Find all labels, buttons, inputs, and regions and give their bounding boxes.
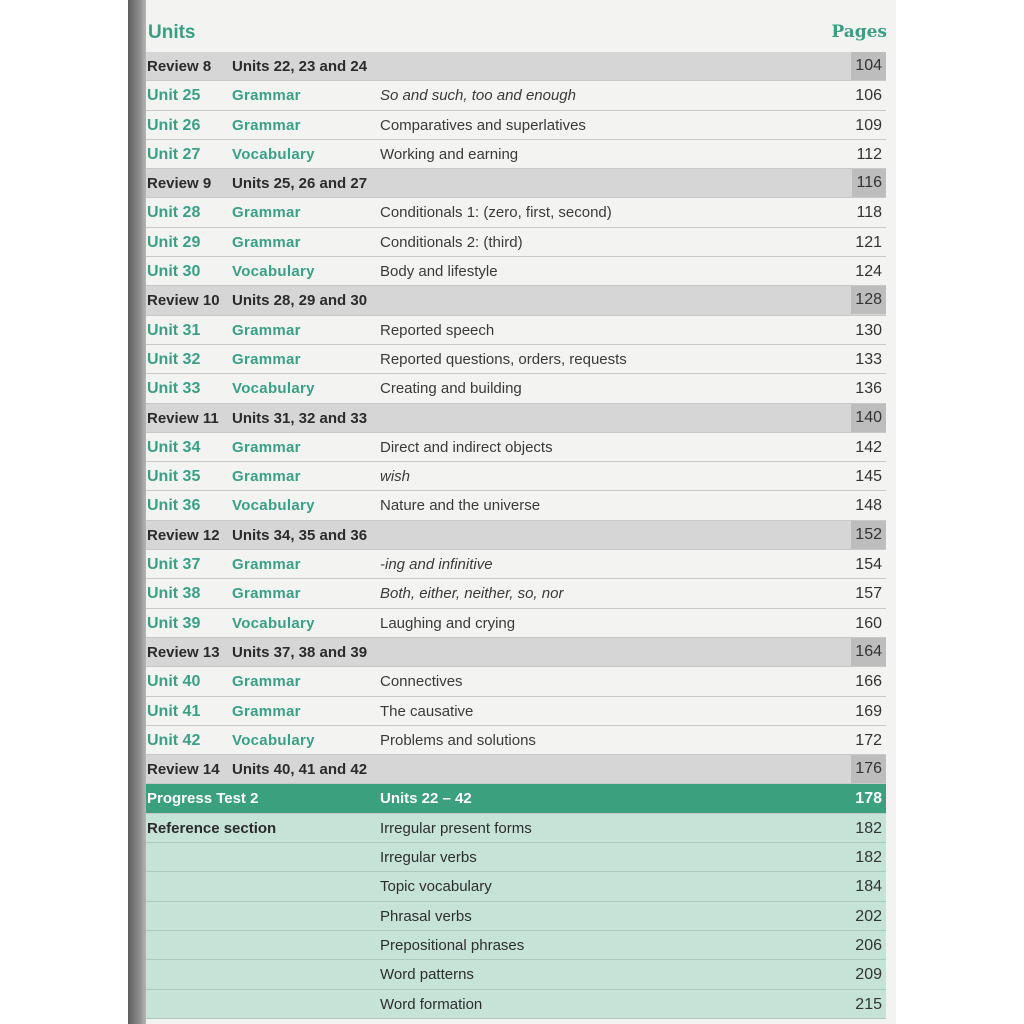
unit-label: Unit 26 xyxy=(147,116,201,134)
unit-title: Direct and indirect objects xyxy=(380,438,553,456)
unit-title: Comparatives and superlatives xyxy=(380,116,586,134)
unit-title: Irregular verbs xyxy=(380,849,477,867)
table-header xyxy=(146,18,891,50)
unit-label: Unit 25 xyxy=(147,87,201,105)
unit-label: Reference section xyxy=(147,819,277,837)
page-number: 133 xyxy=(855,350,882,368)
page-number: 184 xyxy=(855,878,882,896)
reference-row xyxy=(146,902,886,931)
book-spine xyxy=(128,0,146,1024)
page-number: 157 xyxy=(855,585,882,603)
unit-row xyxy=(146,667,886,696)
units-heading: Units xyxy=(148,22,196,43)
unit-type: Units 22, 23 and 24 xyxy=(232,58,368,75)
unit-title: Irregular present forms xyxy=(380,819,532,837)
unit-row xyxy=(146,111,886,140)
unit-type: Grammar xyxy=(232,233,301,251)
reference-row xyxy=(146,931,886,960)
unit-type: Grammar xyxy=(232,350,301,368)
pages-heading: Pages xyxy=(831,22,887,42)
page-number: 178 xyxy=(855,790,882,808)
unit-title: -ing and infinitive xyxy=(380,556,493,574)
unit-type: Units 40, 41 and 42 xyxy=(232,761,368,779)
unit-type: Grammar xyxy=(232,702,301,720)
unit-row xyxy=(146,316,886,345)
page-number: 118 xyxy=(856,204,882,222)
review-row xyxy=(146,169,886,198)
unit-title: Laughing and crying xyxy=(380,614,516,632)
unit-title: Reported questions, orders, requests xyxy=(380,350,627,368)
unit-title: Topic vocabulary xyxy=(380,878,492,896)
unit-row xyxy=(146,550,886,579)
unit-title: Reported speech xyxy=(380,321,495,339)
unit-row xyxy=(146,433,886,462)
unit-type: Grammar xyxy=(232,556,301,574)
page-number: 104 xyxy=(851,52,886,80)
unit-label: Unit 34 xyxy=(147,438,201,456)
reference-row xyxy=(146,960,886,989)
unit-type: Grammar xyxy=(232,321,301,339)
page-number: 145 xyxy=(855,468,882,486)
unit-row xyxy=(146,726,886,755)
unit-title: Prepositional phrases xyxy=(380,936,525,954)
unit-label: Unit 37 xyxy=(147,556,201,574)
unit-title: Creating and building xyxy=(380,380,522,398)
page-number: 130 xyxy=(855,321,882,339)
page-number: 202 xyxy=(855,907,882,925)
unit-type: Vocabulary xyxy=(232,145,315,163)
reference-row xyxy=(146,814,886,843)
review-row xyxy=(146,404,886,433)
unit-label: Unit 27 xyxy=(147,145,201,163)
unit-label: Unit 30 xyxy=(147,263,201,281)
unit-label: Review 12 xyxy=(147,526,220,544)
unit-type: Grammar xyxy=(232,585,301,603)
unit-type: Units 25, 26 and 27 xyxy=(232,175,368,193)
unit-title: Conditionals 1: (zero, first, second) xyxy=(380,204,612,222)
unit-title: Conditionals 2: (third) xyxy=(380,233,523,251)
table-of-contents xyxy=(146,52,886,1019)
review-row xyxy=(146,638,886,667)
page-number: 172 xyxy=(855,731,882,749)
page-number: 124 xyxy=(855,263,882,281)
review-row xyxy=(146,521,886,550)
review-row xyxy=(146,755,886,784)
unit-label: Unit 36 xyxy=(147,497,201,515)
unit-type: Grammar xyxy=(232,438,301,456)
unit-row xyxy=(146,81,886,110)
page-number: 152 xyxy=(851,521,886,549)
unit-label: Unit 33 xyxy=(147,380,201,398)
unit-type: Grammar xyxy=(232,204,301,222)
page-number: 121 xyxy=(855,233,882,251)
page-number: 136 xyxy=(855,380,882,398)
unit-title: Units 22 – 42 xyxy=(380,790,472,808)
unit-label: Unit 28 xyxy=(147,204,201,222)
unit-label: Unit 38 xyxy=(147,585,201,603)
unit-title: Connectives xyxy=(380,673,463,691)
unit-row xyxy=(146,462,886,491)
unit-title: Both, either, neither, so, nor xyxy=(380,585,564,603)
unit-row xyxy=(146,198,886,227)
page-number: 176 xyxy=(851,755,886,783)
page-number: 169 xyxy=(855,702,882,720)
unit-type: Vocabulary xyxy=(232,380,315,398)
unit-row xyxy=(146,228,886,257)
page-number: 164 xyxy=(851,638,886,666)
unit-label: Unit 39 xyxy=(147,614,201,632)
page-number: 206 xyxy=(855,936,882,954)
page-number: 148 xyxy=(855,497,882,515)
unit-title: wish xyxy=(380,468,411,486)
page-number: 182 xyxy=(855,849,882,867)
unit-type: Units 28, 29 and 30 xyxy=(232,292,368,310)
page-number: 109 xyxy=(855,116,882,134)
unit-type: Grammar xyxy=(232,468,301,486)
unit-type: Units 34, 35 and 36 xyxy=(232,526,368,544)
unit-type: Grammar xyxy=(232,673,301,691)
page-number: 142 xyxy=(855,438,882,456)
unit-row xyxy=(146,491,886,520)
unit-title: Nature and the universe xyxy=(380,497,541,515)
unit-label: Review 14 xyxy=(147,761,220,779)
page-number: 166 xyxy=(855,673,882,691)
unit-label: Unit 35 xyxy=(147,468,201,486)
unit-type: Grammar xyxy=(232,116,301,134)
unit-label: Unit 40 xyxy=(147,673,201,691)
unit-label: Unit 42 xyxy=(147,731,201,749)
unit-type: Vocabulary xyxy=(232,497,315,515)
unit-row xyxy=(146,609,886,638)
unit-title: Problems and solutions xyxy=(380,731,536,749)
unit-title: So and such, too and enough xyxy=(380,87,576,105)
unit-title: Word formation xyxy=(380,995,483,1013)
unit-label: Review 9 xyxy=(147,175,212,193)
page-number: 209 xyxy=(855,966,882,984)
unit-title: The causative xyxy=(380,702,474,720)
reference-row xyxy=(146,990,886,1019)
unit-title: Body and lifestyle xyxy=(380,263,498,281)
unit-type: Vocabulary xyxy=(232,731,315,749)
progress-test-row xyxy=(146,784,886,813)
page-number: 215 xyxy=(855,995,882,1013)
unit-row xyxy=(146,697,886,726)
unit-label: Review 11 xyxy=(147,409,219,427)
reference-row xyxy=(146,843,886,872)
page-number: 140 xyxy=(851,404,886,432)
page-number: 106 xyxy=(855,87,882,105)
unit-label: Unit 29 xyxy=(147,233,201,251)
unit-type: Vocabulary xyxy=(232,263,315,281)
unit-row xyxy=(146,579,886,608)
review-row xyxy=(146,286,886,315)
page-number: 182 xyxy=(855,819,882,837)
reference-row xyxy=(146,872,886,901)
unit-row xyxy=(146,345,886,374)
unit-title: Word patterns xyxy=(380,966,474,984)
unit-label: Unit 32 xyxy=(147,350,201,368)
unit-title: Phrasal verbs xyxy=(380,907,472,925)
unit-type: Vocabulary xyxy=(232,614,315,632)
unit-row xyxy=(146,374,886,403)
unit-label: Progress Test 2 xyxy=(147,790,259,808)
page-number: 128 xyxy=(851,286,886,314)
unit-title: Working and earning xyxy=(380,145,519,163)
unit-row xyxy=(146,140,886,169)
unit-type: Units 31, 32 and 33 xyxy=(232,409,368,427)
unit-row xyxy=(146,257,886,286)
unit-label: Unit 41 xyxy=(147,702,201,720)
unit-label: Review 8 xyxy=(147,58,212,75)
page-number: 112 xyxy=(856,145,882,163)
unit-label: Review 13 xyxy=(147,643,220,661)
page-number: 154 xyxy=(855,556,882,574)
unit-type: Units 37, 38 and 39 xyxy=(232,643,368,661)
page-number: 116 xyxy=(852,169,886,197)
review-row xyxy=(146,52,886,81)
page-number: 160 xyxy=(855,614,882,632)
unit-label: Review 10 xyxy=(147,292,220,310)
unit-label: Unit 31 xyxy=(147,321,201,339)
unit-type: Grammar xyxy=(232,87,301,105)
